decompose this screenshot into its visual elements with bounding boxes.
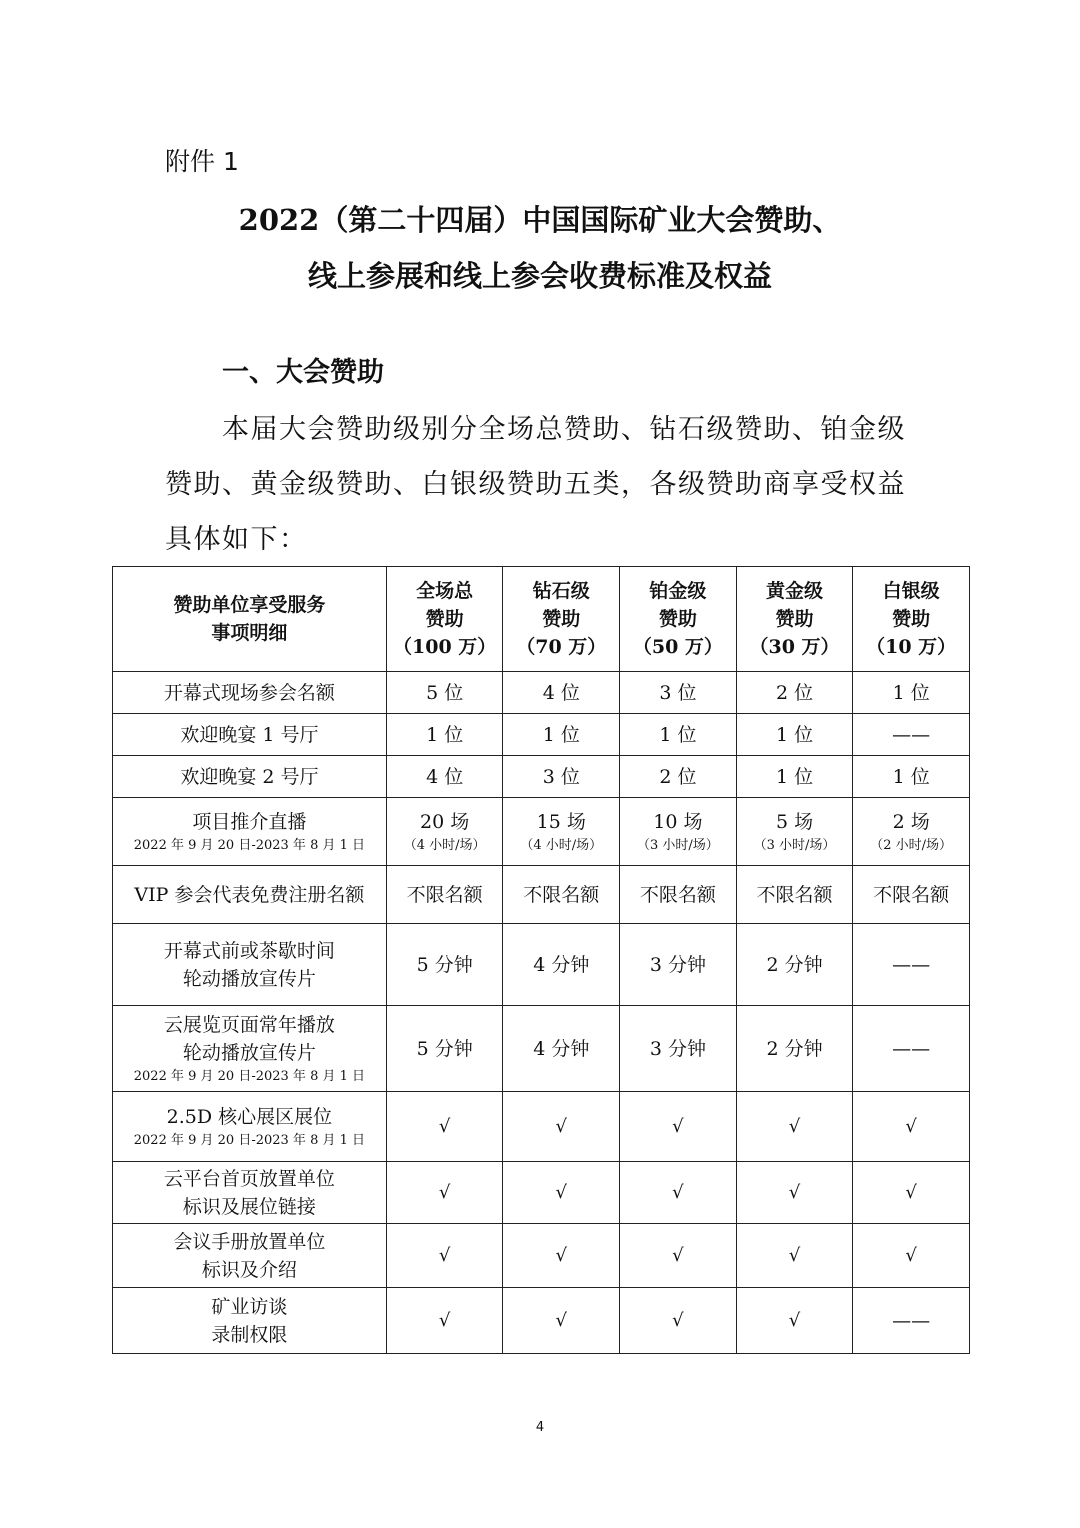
checkmark-cell bbox=[736, 1224, 853, 1288]
value-cell bbox=[386, 866, 503, 924]
value-cell bbox=[503, 1006, 620, 1092]
checkmark-cell bbox=[736, 1288, 853, 1354]
row-item-label bbox=[113, 1006, 387, 1092]
page-number: 4 bbox=[535, 1420, 545, 1435]
value-cell bbox=[736, 924, 853, 1006]
cell-value: 1 位 bbox=[542, 723, 580, 746]
row-item-label bbox=[113, 672, 387, 714]
value-cell bbox=[620, 1006, 737, 1092]
checkmark-cell bbox=[386, 1224, 503, 1288]
value-cell bbox=[853, 756, 970, 798]
item-text: 开幕式前或茶歇时间 bbox=[163, 939, 335, 962]
checkmark-cell bbox=[386, 1092, 503, 1162]
value-cell bbox=[386, 714, 503, 756]
value-cell bbox=[503, 924, 620, 1006]
row-item-label bbox=[113, 1092, 387, 1162]
item-text: 项目推介直播 bbox=[192, 810, 307, 833]
row-item-label bbox=[113, 866, 387, 924]
cell-value: 3 位 bbox=[542, 765, 580, 788]
value-cell bbox=[503, 866, 620, 924]
document-title-line-1: 2022（第二十四届）中国国际矿业大会赞助、 bbox=[238, 203, 842, 237]
item-text: 标识及展位链接 bbox=[182, 1195, 316, 1218]
value-cell bbox=[620, 866, 737, 924]
check-icon: √ bbox=[438, 1115, 451, 1137]
row-item-label bbox=[113, 756, 387, 798]
value-cell bbox=[620, 714, 737, 756]
annex-label: 附件 1 bbox=[165, 147, 239, 176]
table-body bbox=[113, 672, 970, 1354]
cell-note: （4 小时/场） bbox=[520, 837, 603, 853]
check-icon: √ bbox=[438, 1181, 451, 1203]
cell-value: —— bbox=[892, 1037, 931, 1060]
cell-value: 不限名额 bbox=[639, 883, 716, 906]
cell-value: 5 场 bbox=[775, 810, 814, 833]
value-cell bbox=[853, 798, 970, 866]
row-item-label bbox=[113, 924, 387, 1006]
cell-note: （3 小时/场） bbox=[753, 837, 836, 853]
row-item-label bbox=[113, 1288, 387, 1354]
check-icon: √ bbox=[788, 1244, 801, 1266]
value-cell bbox=[386, 924, 503, 1006]
item-text: 标识及介绍 bbox=[201, 1258, 297, 1281]
table-row bbox=[113, 714, 970, 756]
value-cell bbox=[620, 924, 737, 1006]
item-text: 开幕式现场参会名额 bbox=[163, 681, 335, 704]
table-row bbox=[113, 756, 970, 798]
cell-value: 15 场 bbox=[536, 810, 586, 833]
checkmark-cell bbox=[620, 1224, 737, 1288]
cell-value: 2 分钟 bbox=[766, 1037, 823, 1060]
value-cell bbox=[736, 866, 853, 924]
item-text: 欢迎晚宴 2 号厅 bbox=[180, 765, 319, 788]
cell-value: —— bbox=[892, 723, 931, 746]
checkmark-cell bbox=[853, 1224, 970, 1288]
check-icon: √ bbox=[905, 1244, 917, 1266]
table-row bbox=[113, 1006, 970, 1092]
value-cell bbox=[736, 672, 853, 714]
check-icon: √ bbox=[672, 1181, 684, 1203]
header-tier-gold: 黄金级 赞助 （30 万） bbox=[736, 567, 853, 672]
row-item-label bbox=[113, 1162, 387, 1224]
cell-note: （3 小时/场） bbox=[637, 837, 719, 853]
value-cell bbox=[853, 1288, 970, 1354]
check-icon: √ bbox=[905, 1181, 917, 1203]
cell-value: 2 场 bbox=[892, 810, 930, 833]
value-cell bbox=[386, 672, 503, 714]
checkmark-cell bbox=[503, 1288, 620, 1354]
value-cell bbox=[736, 798, 853, 866]
cell-value: 3 分钟 bbox=[649, 953, 706, 976]
cell-value: 20 场 bbox=[420, 810, 470, 833]
cell-value: 2 分钟 bbox=[766, 953, 823, 976]
item-text: 会议手册放置单位 bbox=[173, 1230, 326, 1253]
value-cell bbox=[736, 756, 853, 798]
item-text: 云展览页面常年播放 bbox=[163, 1013, 335, 1036]
cell-note: （2 小时/场） bbox=[870, 837, 953, 853]
header-tier-diamond: 钻石级 赞助 （70 万） bbox=[503, 567, 620, 672]
table-row bbox=[113, 1092, 970, 1162]
cell-value: 2 位 bbox=[659, 765, 697, 788]
value-cell bbox=[620, 798, 737, 866]
value-cell bbox=[853, 866, 970, 924]
check-icon: √ bbox=[788, 1181, 801, 1203]
value-cell bbox=[620, 756, 737, 798]
check-icon: √ bbox=[788, 1115, 801, 1137]
table-row bbox=[113, 798, 970, 866]
check-icon: √ bbox=[555, 1181, 568, 1203]
item-text: 欢迎晚宴 1 号厅 bbox=[180, 723, 319, 746]
checkmark-cell bbox=[620, 1288, 737, 1354]
item-text: 2.5D 核心展区展位 bbox=[166, 1105, 333, 1128]
table-header-row bbox=[113, 567, 970, 672]
cell-value: 1 位 bbox=[892, 765, 930, 788]
cell-value: 1 位 bbox=[775, 765, 814, 788]
value-cell bbox=[736, 714, 853, 756]
cell-value: 5 分钟 bbox=[416, 953, 473, 976]
table-row bbox=[113, 1162, 970, 1224]
value-cell bbox=[853, 1006, 970, 1092]
value-cell bbox=[620, 672, 737, 714]
cell-value: 1 位 bbox=[775, 723, 814, 746]
check-icon: √ bbox=[672, 1115, 684, 1137]
header-tier-total: 全场总 赞助 （100 万） bbox=[386, 567, 503, 672]
header-tier-silver: 白银级 赞助 （10 万） bbox=[853, 567, 970, 672]
row-item-label bbox=[113, 1224, 387, 1288]
row-item-label bbox=[113, 714, 387, 756]
value-cell bbox=[503, 714, 620, 756]
sponsorship-table bbox=[112, 566, 970, 1354]
value-cell bbox=[853, 924, 970, 1006]
cell-value: 1 位 bbox=[892, 681, 930, 704]
cell-value: 不限名额 bbox=[523, 883, 600, 906]
table-row bbox=[113, 672, 970, 714]
value-cell bbox=[736, 1006, 853, 1092]
intro-paragraph: 本届大会赞助级别分全场总赞助、钻石级赞助、铂金级赞助、黄金级赞助、白银级赞助五类，各级赞助商享受权益具体如下： bbox=[165, 414, 906, 555]
cell-value: 4 分钟 bbox=[533, 1037, 590, 1060]
cell-value: 1 位 bbox=[426, 723, 464, 746]
table-row bbox=[113, 924, 970, 1006]
item-text: 轮动播放宣传片 bbox=[182, 967, 316, 990]
checkmark-cell bbox=[386, 1288, 503, 1354]
cell-value: 2 位 bbox=[775, 681, 814, 704]
check-icon: √ bbox=[555, 1309, 568, 1331]
checkmark-cell bbox=[853, 1162, 970, 1224]
checkmark-cell bbox=[620, 1162, 737, 1224]
table-row bbox=[113, 1288, 970, 1354]
value-cell bbox=[503, 756, 620, 798]
item-text: 云平台首页放置单位 bbox=[163, 1167, 335, 1190]
table-row bbox=[113, 1224, 970, 1288]
item-text: 录制权限 bbox=[211, 1323, 288, 1346]
cell-value: 4 分钟 bbox=[533, 953, 590, 976]
item-date-range: 2022 年 9 月 20 日-2023 年 8 月 1 日 bbox=[133, 1132, 366, 1148]
cell-note: （4 小时/场） bbox=[403, 837, 486, 853]
header-tier-platinum: 铂金级 赞助 （50 万） bbox=[620, 567, 737, 672]
cell-value: 4 位 bbox=[426, 765, 464, 788]
value-cell bbox=[853, 714, 970, 756]
check-icon: √ bbox=[555, 1244, 568, 1266]
cell-value: 3 分钟 bbox=[649, 1037, 706, 1060]
value-cell bbox=[503, 672, 620, 714]
check-icon: √ bbox=[438, 1309, 451, 1331]
item-date-range: 2022 年 9 月 20 日-2023 年 8 月 1 日 bbox=[133, 837, 366, 853]
cell-value: 不限名额 bbox=[873, 883, 950, 906]
value-cell bbox=[386, 1006, 503, 1092]
header-item-column: 赞助单位享受服务 事项明细 bbox=[113, 567, 387, 672]
cell-value: 5 位 bbox=[426, 681, 464, 704]
cell-value: 3 位 bbox=[659, 681, 697, 704]
checkmark-cell bbox=[503, 1224, 620, 1288]
cell-value: —— bbox=[892, 953, 931, 976]
value-cell bbox=[386, 798, 503, 866]
item-text: VIP 参会代表免费注册名额 bbox=[134, 883, 365, 906]
cell-value: 10 场 bbox=[653, 810, 703, 833]
checkmark-cell bbox=[503, 1162, 620, 1224]
table-row bbox=[113, 866, 970, 924]
value-cell bbox=[503, 798, 620, 866]
cell-value: 不限名额 bbox=[756, 883, 833, 906]
value-cell bbox=[386, 756, 503, 798]
item-text: 矿业访谈 bbox=[211, 1295, 288, 1318]
check-icon: √ bbox=[905, 1115, 917, 1137]
document-title-line-2: 线上参展和线上参会收费标准及权益 bbox=[307, 259, 772, 293]
section-heading: 一、大会赞助 bbox=[222, 357, 384, 388]
checkmark-cell bbox=[853, 1092, 970, 1162]
check-icon: √ bbox=[555, 1115, 568, 1137]
item-text: 轮动播放宣传片 bbox=[182, 1041, 316, 1064]
cell-value: 4 位 bbox=[542, 681, 580, 704]
value-cell bbox=[853, 672, 970, 714]
check-icon: √ bbox=[788, 1309, 801, 1331]
checkmark-cell bbox=[503, 1092, 620, 1162]
checkmark-cell bbox=[620, 1092, 737, 1162]
cell-value: 1 位 bbox=[659, 723, 697, 746]
checkmark-cell bbox=[736, 1162, 853, 1224]
row-item-label bbox=[113, 798, 387, 866]
cell-value: 5 分钟 bbox=[416, 1037, 473, 1060]
check-icon: √ bbox=[672, 1244, 684, 1266]
checkmark-cell bbox=[386, 1162, 503, 1224]
check-icon: √ bbox=[672, 1309, 684, 1331]
check-icon: √ bbox=[438, 1244, 451, 1266]
checkmark-cell bbox=[736, 1092, 853, 1162]
item-date-range: 2022 年 9 月 20 日-2023 年 8 月 1 日 bbox=[133, 1068, 366, 1084]
cell-value: 不限名额 bbox=[406, 883, 483, 906]
cell-value: —— bbox=[892, 1309, 931, 1332]
